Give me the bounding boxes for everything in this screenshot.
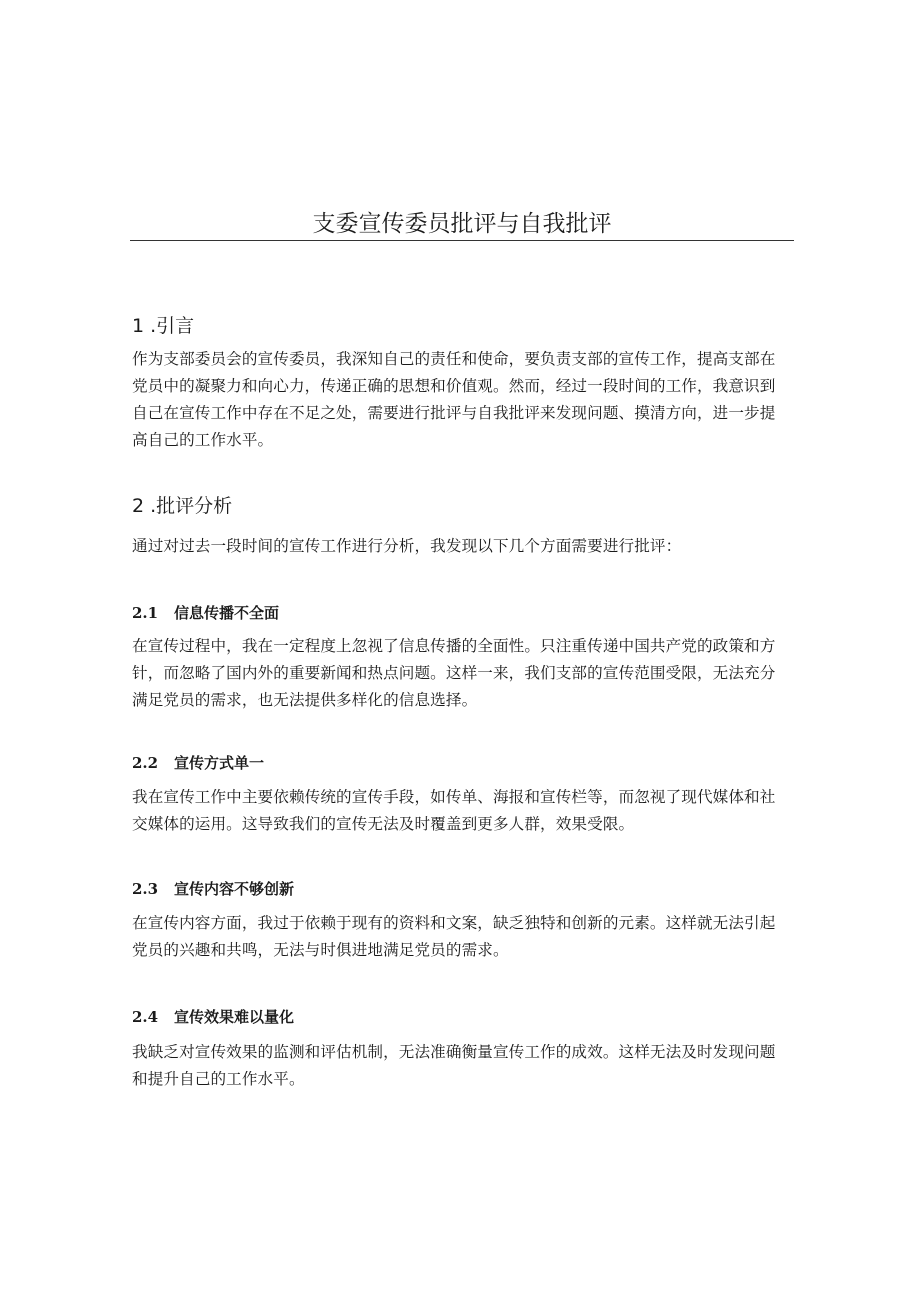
subsection-title: 宣传方式单一	[174, 754, 265, 772]
title-underline	[130, 240, 794, 241]
subsection-heading-2-3	[132, 878, 294, 900]
subsection-heading-2-2	[132, 752, 264, 774]
subsection-number: 2.1	[132, 604, 159, 622]
subsection-number: 2.3	[132, 880, 159, 898]
intro-paragraph: 作为支部委员会的宣传委员，我深知自己的责任和使命，要负责支部的宣传工作，提高支部在党员中的凝聚力和向心力，传递正确的思想和价值观。然而，经过一段时间的工作，我意识到自己在宣传工作中存在不足之处，需要进行批评与自我批评来发现问题、摸清方向，进一步提高自己的工作水平。	[132, 350, 776, 449]
subsection-number: 2.4	[132, 1008, 159, 1026]
subsection-paragraph-2-2: 我在宣传工作中主要依赖传统的宣传手段，如传单、海报和宣传栏等，而忽视了现代媒体和社交媒体的运用。这导致我们的宣传无法及时覆盖到更多人群，效果受限。	[132, 788, 776, 833]
document-title: 支委宣传委员批评与自我批评	[312, 211, 612, 237]
section-heading-intro: 1 .引言	[132, 315, 195, 337]
section-heading-analysis: 2 .批评分析	[132, 495, 233, 517]
subsection-paragraph-2-1: 在宣传过程中，我在一定程度上忽视了信息传播的全面性。只注重传递中国共产党的政策和方针，而忽略了国内外的重要新闻和热点问题。这样一来，我们支部的宣传范围受限，无法充分满足党员的需求，也无法提供多样化的信息选择。	[132, 637, 776, 709]
subsection-heading-2-4	[132, 1006, 294, 1028]
subsection-title: 信息传播不全面	[174, 604, 280, 622]
analysis-intro-paragraph: 通过对过去一段时间的宣传工作进行分析，我发现以下几个方面需要进行批评：	[132, 537, 682, 555]
subsection-number: 2.2	[132, 754, 159, 772]
subsection-title: 宣传效果难以量化	[174, 1008, 295, 1026]
subsection-paragraph-2-3: 在宣传内容方面，我过于依赖于现有的资料和文案，缺乏独特和创新的元素。这样就无法引起党员的兴趣和共鸣，无法与时俱进地满足党员的需求。	[132, 914, 776, 959]
subsection-paragraph-2-4: 我缺乏对宣传效果的监测和评估机制，无法准确衡量宣传工作的成效。这样无法及时发现问题和提升自己的工作水平。	[132, 1043, 776, 1088]
subsection-heading-2-1	[132, 602, 279, 624]
subsection-title: 宣传内容不够创新	[174, 880, 295, 898]
